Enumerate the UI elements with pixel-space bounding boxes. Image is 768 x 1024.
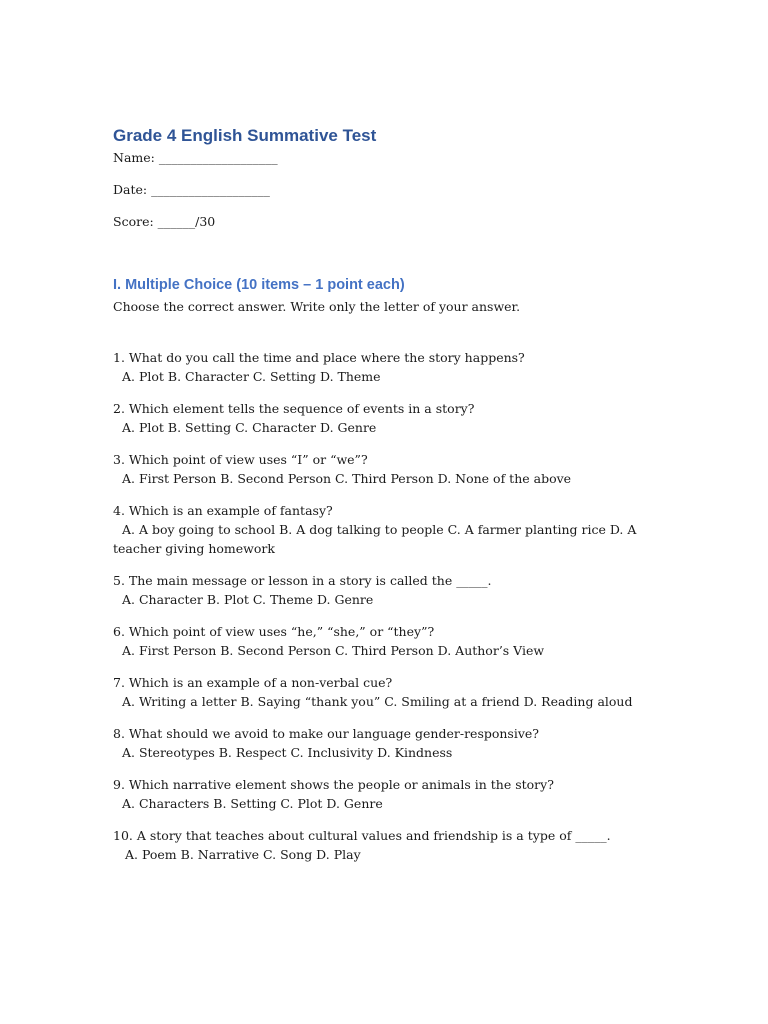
question-text: 3. Which point of view uses “I” or “we”? bbox=[113, 452, 368, 467]
document-page bbox=[113, 125, 673, 877]
question-text: 1. What do you call the time and place where the story happens? bbox=[113, 350, 525, 365]
question-choices: A. Poem B. Narrative C. Song D. Play bbox=[125, 847, 361, 862]
question-list bbox=[113, 348, 673, 864]
section-instructions: Choose the correct answer. Write only the letter of your answer. bbox=[113, 299, 521, 314]
question-choices: A. Plot B. Setting C. Character D. Genre bbox=[122, 420, 377, 435]
question-9 bbox=[113, 775, 673, 813]
question-4 bbox=[113, 501, 673, 558]
question-choices: A. A boy going to school B. A dog talking to people C. A farmer planting rice D. A teacher giving homework bbox=[113, 522, 637, 556]
question-7 bbox=[113, 673, 673, 711]
question-text: 2. Which element tells the sequence of events in a story? bbox=[113, 401, 475, 416]
question-choices: A. First Person B. Second Person C. Third Person D. None of the above bbox=[122, 471, 572, 486]
date-field: Date: ___________________ bbox=[113, 182, 270, 197]
question-text: 4. Which is an example of fantasy? bbox=[113, 503, 333, 518]
question-choices: A. Character B. Plot C. Theme D. Genre bbox=[122, 592, 374, 607]
score-field: Score: ______/30 bbox=[113, 214, 216, 229]
question-text: 5. The main message or lesson in a story is called the _____. bbox=[113, 573, 492, 588]
question-choices: A. Plot B. Character C. Setting D. Theme bbox=[122, 369, 381, 384]
question-choices: A. Writing a letter B. Saying “thank you” C. Smiling at a friend D. Reading aloud bbox=[122, 694, 633, 709]
question-text: 10. A story that teaches about cultural values and friendship is a type of _____. bbox=[113, 828, 611, 843]
name-field: Name: ___________________ bbox=[113, 150, 278, 165]
question-choices: A. Stereotypes B. Respect C. Inclusivity D. Kindness bbox=[122, 745, 453, 760]
question-choices: A. First Person B. Second Person C. Third Person D. Author’s View bbox=[122, 643, 545, 658]
question-2 bbox=[113, 399, 673, 437]
section-title: I. Multiple Choice (10 items – 1 point each) bbox=[113, 277, 405, 293]
question-text: 8. What should we avoid to make our language gender-responsive? bbox=[113, 726, 540, 741]
question-text: 6. Which point of view uses “he,” “she,” or “they”? bbox=[113, 624, 435, 639]
question-1 bbox=[113, 348, 673, 386]
question-text: 9. Which narrative element shows the people or animals in the story? bbox=[113, 777, 554, 792]
page-title: Grade 4 English Summative Test bbox=[113, 126, 377, 145]
question-6 bbox=[113, 622, 673, 660]
question-10 bbox=[113, 826, 673, 864]
question-text: 7. Which is an example of a non-verbal cue? bbox=[113, 675, 393, 690]
question-choices: A. Characters B. Setting C. Plot D. Genre bbox=[122, 796, 383, 811]
question-8 bbox=[113, 724, 673, 762]
question-5 bbox=[113, 571, 673, 609]
question-3 bbox=[113, 450, 673, 488]
